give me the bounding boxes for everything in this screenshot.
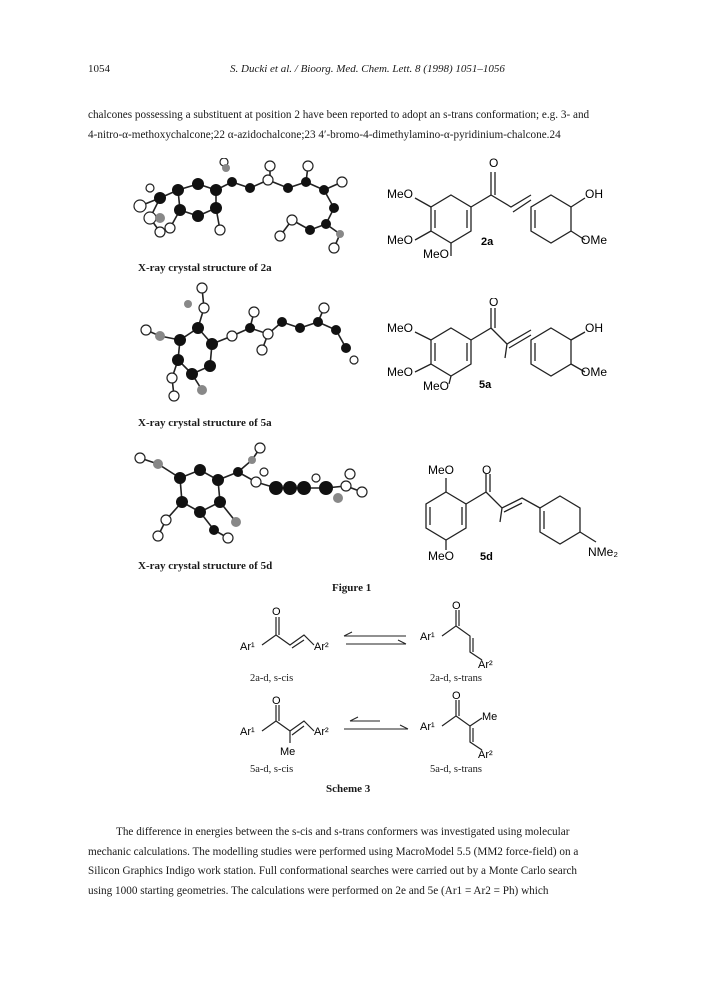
label-5ad-trans: 5a-d, s-trans xyxy=(430,764,482,775)
label-ar1: Ar¹ xyxy=(420,721,435,733)
caption-xray-5a: X-ray crystal structure of 5a xyxy=(138,417,272,429)
label-o: O xyxy=(272,695,281,707)
label-ar2: Ar² xyxy=(478,659,493,671)
running-title: S. Ducki et al. / Bioorg. Med. Chem. Lett. 8 (1998) 1051–1056 xyxy=(230,63,505,75)
label-meo-1: MeO xyxy=(387,187,414,201)
scheme-5ad-trans xyxy=(420,690,520,762)
body-paragraph xyxy=(88,823,628,901)
compound-5a: 5a xyxy=(479,379,492,391)
label-2ad-cis: 2a-d, s-cis xyxy=(250,673,294,684)
compound-5d: 5d xyxy=(480,551,493,562)
caption-xray-2a: X-ray crystal structure of 2a xyxy=(138,262,272,274)
label-me: Me xyxy=(280,746,296,758)
label-nme2: NMe₂ xyxy=(588,545,618,559)
label-ar1: Ar¹ xyxy=(240,641,255,653)
body-line-4: using 1000 starting geometries. The calculations were performed on 2e and 5e (Ar1 = Ar2 = Ph) which xyxy=(88,884,549,897)
label-meo-2: MeO xyxy=(387,365,414,379)
structure-5d xyxy=(410,462,630,562)
intro-line-1: chalcones possessing a substituent at position 2 have been reported to adopt an s-trans conformation; e.g. 3- and xyxy=(88,109,590,121)
label-oh: OH xyxy=(585,321,603,335)
label-o: O xyxy=(482,463,492,477)
label-me: Me xyxy=(482,711,498,723)
label-meo-3: MeO xyxy=(423,247,450,260)
label-ome: OMe xyxy=(581,365,608,379)
label-oh: OH xyxy=(585,187,603,201)
label-meo-2: MeO xyxy=(428,549,455,562)
label-ar1: Ar¹ xyxy=(420,631,435,643)
structure-5a xyxy=(385,298,615,393)
label-meo-1: MeO xyxy=(387,321,414,335)
figure-1-title: Figure 1 xyxy=(332,582,372,594)
label-meo-1: MeO xyxy=(428,463,455,477)
xray-structure-2a xyxy=(120,158,370,258)
label-o: O xyxy=(452,690,461,702)
label-5ad-cis: 5a-d, s-cis xyxy=(250,764,294,775)
equilibrium-arrows-1 xyxy=(340,630,412,650)
label-meo-3: MeO xyxy=(423,379,450,393)
intro-line-2: 4-nitro-α-methoxychalcone;22 α-azidochalcone;23 4′-bromo-4-dimethylamino-α-pyridinium-chalcone.24 xyxy=(88,128,561,141)
label-o: O xyxy=(272,606,281,618)
xray-structure-5a xyxy=(132,278,372,408)
label-meo-2: MeO xyxy=(387,233,414,247)
label-o: O xyxy=(489,298,499,309)
label-ar1: Ar¹ xyxy=(240,726,255,738)
scheme-5ad-cis xyxy=(240,695,340,761)
scheme-2ad-cis xyxy=(240,605,340,665)
page-number: 1054 xyxy=(88,63,110,75)
equilibrium-arrows-2 xyxy=(340,715,412,735)
caption-xray-5d: X-ray crystal structure of 5d xyxy=(138,560,273,572)
label-o: O xyxy=(489,156,499,170)
label-o: O xyxy=(452,600,461,612)
xray-structure-5d xyxy=(130,438,380,553)
label-ar2: Ar² xyxy=(478,749,493,761)
structure-2a xyxy=(385,150,615,260)
label-ar2: Ar² xyxy=(314,726,329,738)
scheme-3-title: Scheme 3 xyxy=(326,783,371,795)
intro-paragraph xyxy=(88,106,628,145)
compound-2a: 2a xyxy=(481,236,494,248)
body-line-1: The difference in energies between the s-cis and s-trans conformers was investigated using molecular xyxy=(116,826,570,838)
label-2ad-trans: 2a-d, s-trans xyxy=(430,673,482,684)
body-line-3: Silicon Graphics Indigo work station. Full conformational searches were carried out by a Monte Carlo search xyxy=(88,865,577,877)
scheme-2ad-trans xyxy=(420,600,510,672)
body-line-2: mechanic calculations. The modelling studies were performed using MacroModel 5.5 (MM2 force-field) on a xyxy=(88,845,579,858)
label-ome: OMe xyxy=(581,233,608,247)
label-ar2: Ar² xyxy=(314,641,329,653)
